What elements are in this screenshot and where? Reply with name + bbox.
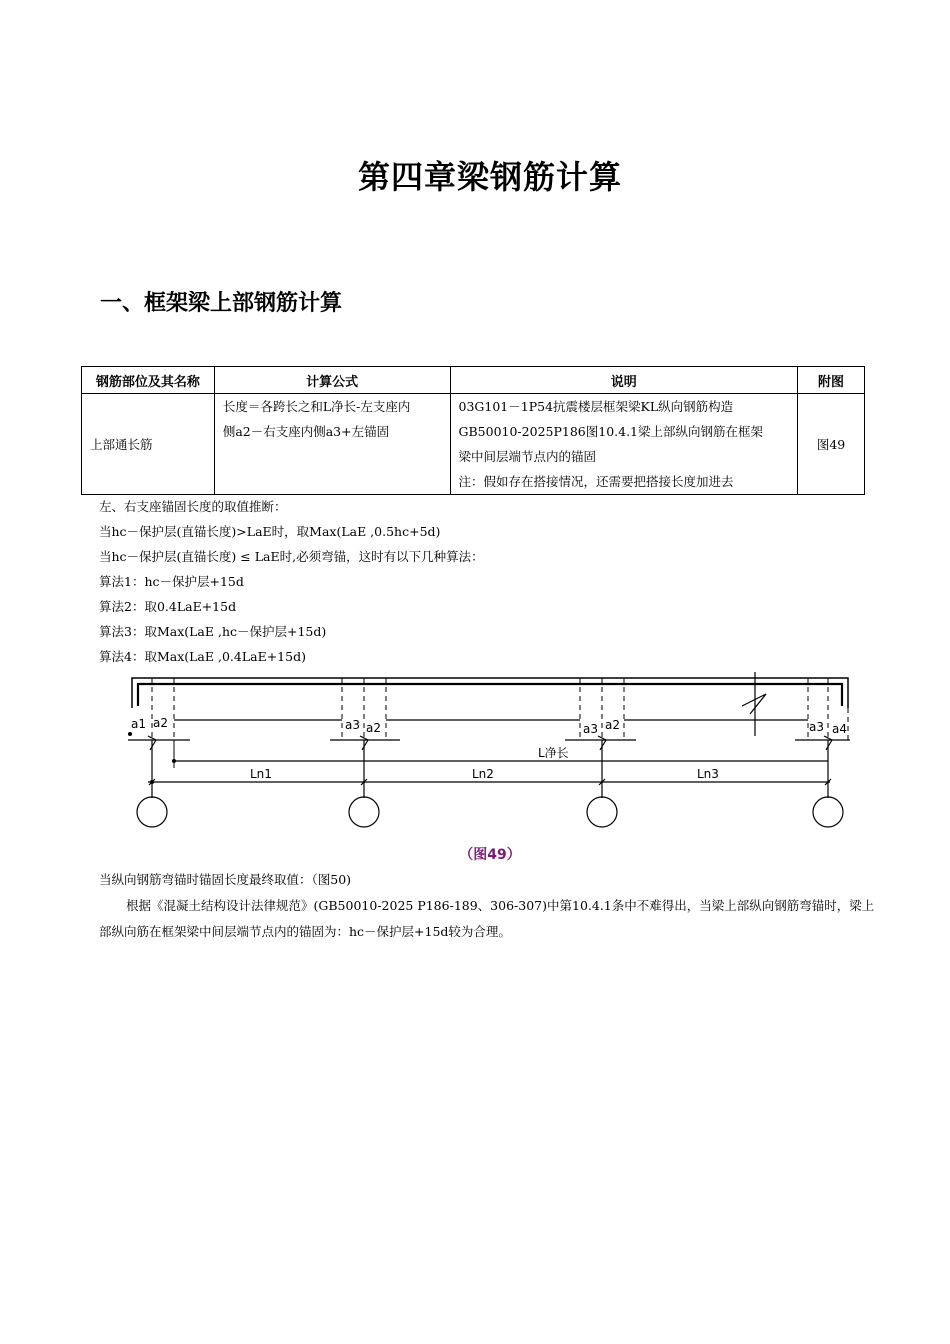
note-line: 梁中间层端节点内的锚固 — [458, 449, 597, 464]
label-a2: a2 — [153, 716, 168, 730]
section-heading: 一、框架梁上部钢筋计算 — [100, 291, 343, 316]
cell-figure-ref: 图49 — [798, 394, 865, 495]
paragraph-line: 当hc－保护层(直锚长度)>LaE时，取Max(LaE ,0.5hc+5d) — [99, 524, 441, 539]
final-paragraph: 根据《混凝土结构设计法律规范》(GB50010-2025 P186-189、306-307)中第10.4.1条中不难得出，当梁上部纵向钢筋弯锚时，梁上部纵向筋在框架梁中间层端节点内的锚固为：hc－保护层+15d较为合理。 — [99, 898, 875, 939]
note-line: 注：假如存在搭接情况，还需要把搭接长度加进去 — [458, 474, 734, 489]
label-a3: a3 — [809, 720, 824, 734]
formula-line: 侧a2－右支座内侧a3+左锚固 — [222, 424, 390, 439]
formula-line: 长度＝各跨长之和L净长-左支座内 — [222, 399, 411, 414]
figure-caption: （图49） — [459, 847, 521, 863]
label-a2: a2 — [366, 721, 381, 735]
label-net-length: L净长 — [538, 746, 569, 760]
label-a2: a2 — [605, 718, 620, 732]
paragraph-line: 当hc－保护层(直锚长度) ≤ LaE时,必须弯锚，这时有以下几种算法： — [99, 549, 484, 564]
label-ln3: Ln3 — [697, 767, 719, 781]
label-a3: a3 — [583, 722, 598, 736]
label-a4: a4 — [832, 722, 847, 736]
label-ln1: Ln1 — [250, 767, 272, 781]
header-figure: 附图 — [798, 367, 865, 394]
header-position-name: 钢筋部位及其名称 — [82, 367, 215, 394]
label-a3: a3 — [345, 718, 360, 732]
note-line: 03G101－1P54抗震楼层框架梁KL纵向钢筋构造 — [458, 399, 734, 414]
label-a1: a1 — [131, 717, 146, 731]
paragraph-line: 算法2：取0.4LaE+15d — [99, 599, 237, 614]
note-line: GB50010-2025P186图10.4.1梁上部纵向钢筋在框架 — [458, 424, 763, 439]
paragraph-line: 算法3：取Max(LaE ,hc－保护层+15d) — [99, 624, 327, 639]
label-ln2: Ln2 — [472, 767, 494, 781]
after-figure-line: 当纵向钢筋弯锚时锚固长度最终取值：（图50) — [99, 872, 352, 887]
header-formula: 计算公式 — [214, 367, 450, 394]
cell-rebar-name: 上部通长筋 — [82, 394, 215, 495]
paragraph-line: 算法1：hc－保护层+15d — [99, 574, 244, 589]
paragraph-line: 左、右支座锚固长度的取值推断： — [99, 499, 287, 514]
paragraph-line: 算法4：取Max(LaE ,0.4LaE+15d) — [99, 649, 306, 664]
chapter-title: 第四章梁钢筋计算 — [357, 158, 622, 196]
header-notes: 说明 — [450, 367, 798, 394]
